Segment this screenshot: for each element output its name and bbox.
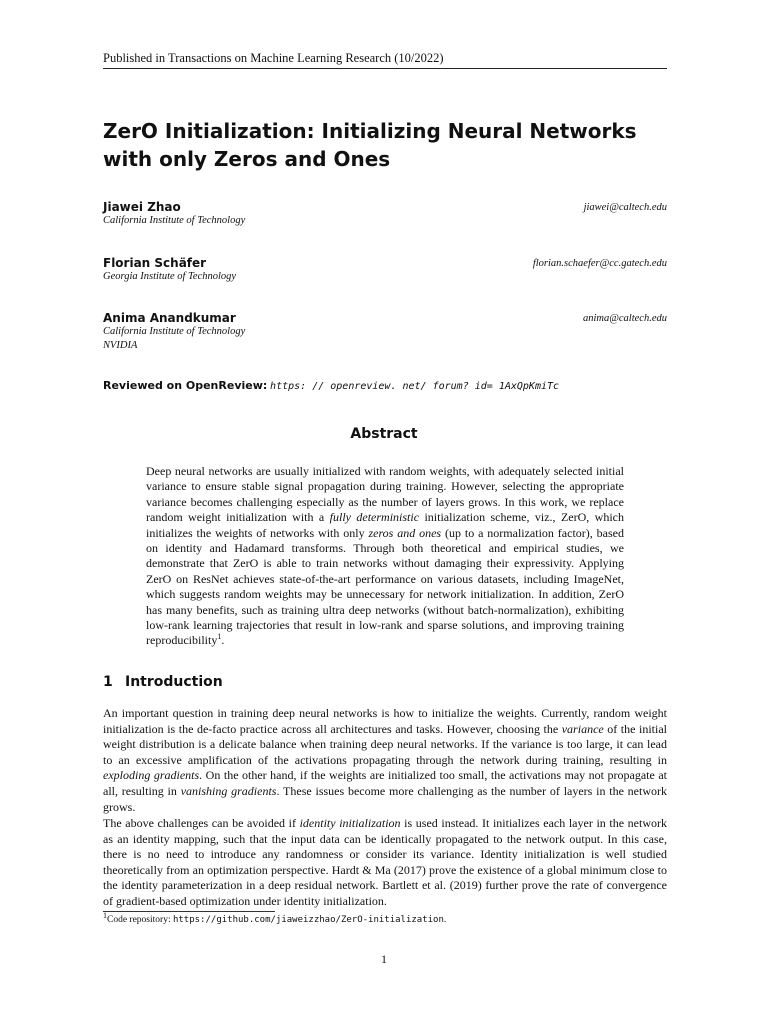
author-affiliation: California Institute of Technology <box>103 215 246 226</box>
author-affiliation: California Institute of Technology <box>103 326 246 337</box>
footnote-mark: 1 <box>103 910 107 920</box>
footnote-label: Code repository: <box>107 915 173 925</box>
author-name: Jiawei Zhao <box>103 200 181 214</box>
paper-title: ZerO Initialization: Initializing Neural Networks with only Zeros and Ones <box>103 119 637 171</box>
repository-link[interactable]: https://github.com/jiaweizzhao/ZerO-initialization <box>172 915 444 925</box>
footnote-ref[interactable]: 1 <box>217 632 222 642</box>
section-heading <box>103 674 223 690</box>
author-block <box>103 200 667 228</box>
page-number: 1 <box>381 952 387 966</box>
intro-paragraph-2: The above challenges can be avoided if identity initialization is used instead. It initializes each layer in the network as an identity mapping, such that the input data can be identically propagated to the network output. In this case, there is no need to introduce any randomness or consider its variance. Identity initialization is well studied theoretically from an optimization perspective. Hardt & Ma (2017) prove the existence of a global minimum close to the identity parameterization in a deep residual network. Bartlett et al. (2019) further prove the rate of convergence of gradient-based optimization under identity initialization. <box>103 816 667 908</box>
author-email[interactable]: anima@caltech.edu <box>582 313 667 324</box>
author-name: Anima Anandkumar <box>103 311 236 325</box>
author-block <box>103 256 667 284</box>
author-affiliation: Georgia Institute of Technology <box>103 271 237 282</box>
reviewed-line <box>103 379 559 392</box>
header-rule <box>103 68 667 69</box>
author-name: Florian Schäfer <box>103 256 207 270</box>
footnote-rule <box>103 911 275 912</box>
intro-paragraph-1: An important question in training deep neural networks is how to initialize the weights. Currently, random weight initialization is the de-facto practice across all architectures and tasks. However, choosing the variance of the initial weight distribution is a delicate balance when training deep neural networks. If the variance is too large, it can lead to an excessive amplification of the activations propagating through the network during training, resulting in exploding gradients. On the other hand, if the weights are initialized too small, the activations may not propagate at all, resulting in vanishing gradients. These issues become more challenging as the number of layers in the network grows. <box>103 706 668 814</box>
author-email[interactable]: florian.schaefer@cc.gatech.edu <box>532 258 667 269</box>
abstract-heading: Abstract <box>350 426 418 442</box>
openreview-link[interactable]: https: // openreview. net/ forum? id= 1AxQpKmiTc <box>270 381 560 392</box>
author-block <box>103 311 667 353</box>
author-affiliation-2: NVIDIA <box>103 340 138 351</box>
section-title: Introduction <box>125 674 223 690</box>
author-email[interactable]: jiawei@caltech.edu <box>583 202 667 213</box>
running-head: Published in Transactions on Machine Learning Research (10/2022) <box>103 51 444 65</box>
abstract-text: Deep neural networks are usually initialized with random weights, with adequately selected initial variance to ensure stable signal propagation during training. However, selecting the appropriate variance becomes challenging especially as the number of layers grows. In this work, we replace random weight initialization with a fully deterministic initialization scheme, viz., ZerO, which initializes the weights of networks with only zeros and ones (up to a normalization factor), based on identity and Hadamard transforms. Through both theoretical and empirical studies, we demonstrate that ZerO is able to train networks without damaging their expressivity. Applying ZerO on ResNet achieves state-of-the-art performance on various datasets, including ImageNet, which suggests random weights may be unnecessary for network initialization. In addition, ZerO has many benefits, such as training ultra deep networks (without batch-normalization), exhibiting low-rank learning trajectories that result in low-rank and sparse solutions, and improving training reproducibility$^1$. <box>146 464 625 648</box>
footnote: $^1$Code repository: https://github.com/jiaweizzhao/ZerO-initialization. <box>103 910 447 925</box>
reviewed-label: Reviewed on OpenReview: <box>103 379 268 392</box>
section-number: 1 <box>103 674 113 690</box>
